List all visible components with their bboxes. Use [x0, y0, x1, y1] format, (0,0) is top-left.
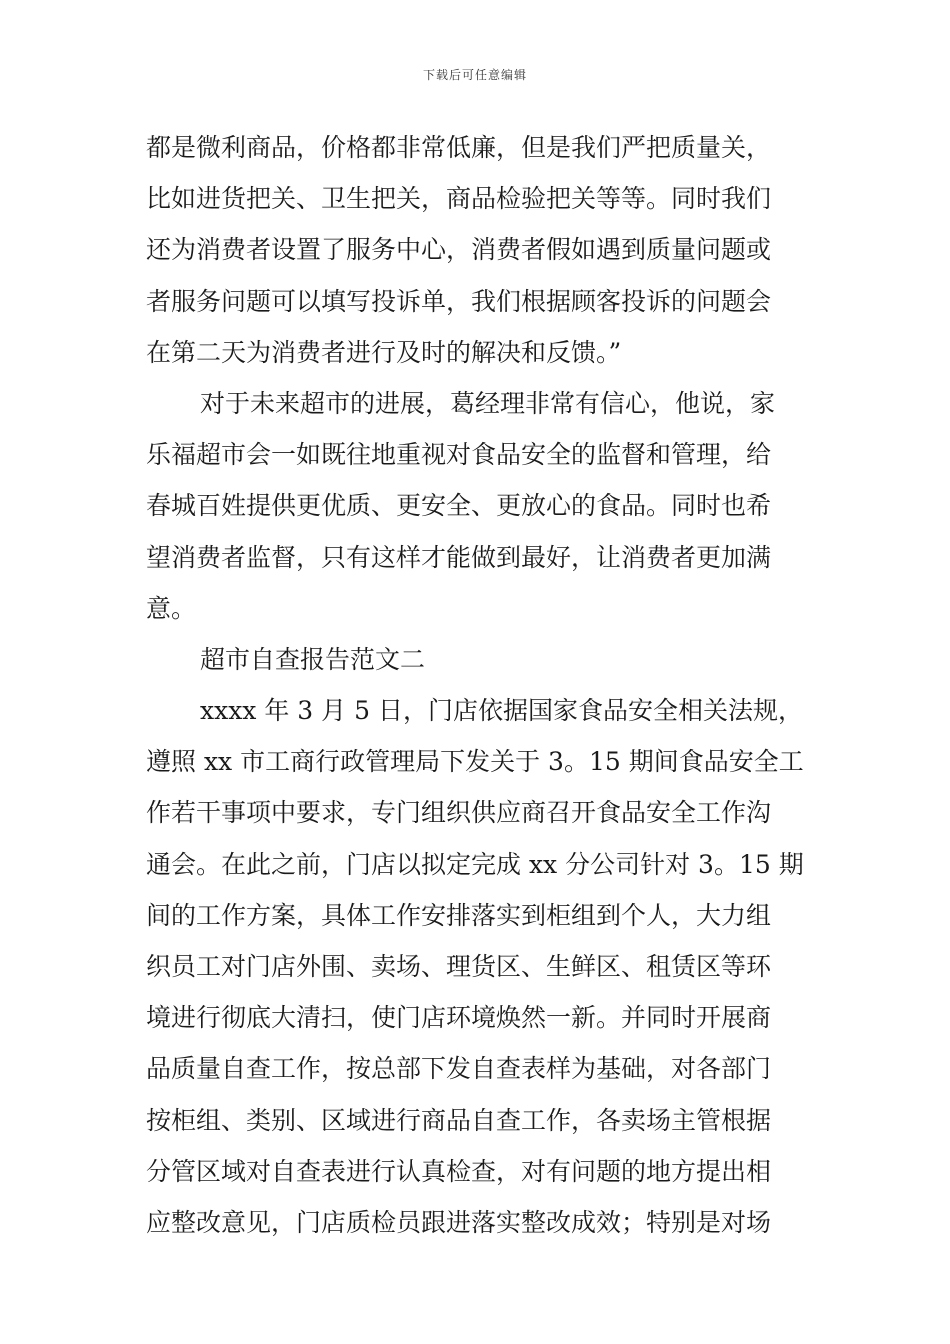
text-line: 春城百姓提供更优质、更安全、更放心的食品。同时也希: [146, 491, 772, 521]
text-line: 按柜组、类别、区域进行商品自查工作，各卖场主管根据: [146, 1105, 772, 1135]
text-line: 分管区域对自查表进行认真检查，对有问题的地方提出相: [146, 1156, 772, 1186]
text-line: 者服务问题可以填写投诉单，我们根据顾客投诉的问题会: [146, 286, 772, 316]
text-line: 织员工对门店外围、卖场、理货区、生鲜区、租赁区等环: [146, 952, 772, 981]
text-line: 都是微利商品，价格都非常低廉，但是我们严把质量关，: [146, 133, 772, 162]
text-line: 对于未来超市的进展，葛经理非常有信心，他说，家: [200, 388, 776, 418]
text-line: 乐福超市会一如既往地重视对食品安全的监督和管理，给: [146, 440, 772, 470]
text-line: 通会。在此之前，门店以拟定完成 xx 分公司针对 3。15 期: [146, 849, 804, 879]
text-line: 比如进货把关、卫生把关，商品检验把关等等。同时我们: [146, 184, 772, 214]
text-line: 望消费者监督，只有这样才能做到最好，让消费者更加满: [146, 542, 772, 572]
document-body: [146, 122, 811, 1248]
text-line: 在第二天为消费者进行及时的解决和反馈。”: [146, 337, 622, 367]
text-line: 超市自查报告范文二: [200, 644, 426, 674]
text-line: 作若干事项中要求，专门组织供应商召开食品安全工作沟: [146, 798, 772, 828]
text-line: 还为消费者设置了服务中心，消费者假如遇到质量问题或: [146, 235, 772, 265]
text-line: 意。: [146, 593, 197, 623]
text-line: xxxx 年 3 月 5 日，门店依据国家食品安全相关法规，: [200, 696, 803, 726]
text-line: 境进行彻底大清扫，使门店环境焕然一新。并同时开展商: [146, 1003, 772, 1033]
text-line: 应整改意见，门店质检员跟进落实整改成效；特别是对场: [146, 1207, 772, 1237]
page-header: 下载后可任意编辑: [422, 68, 527, 82]
text-line: 遵照 xx 市工商行政管理局下发关于 3。15 期间食品安全工: [146, 747, 804, 777]
text-line: 品质量自查工作，按总部下发自查表样为基础，对各部门: [146, 1054, 772, 1084]
text-line: 间的工作方案，具体工作安排落实到柜组到个人，大力组: [146, 900, 772, 930]
